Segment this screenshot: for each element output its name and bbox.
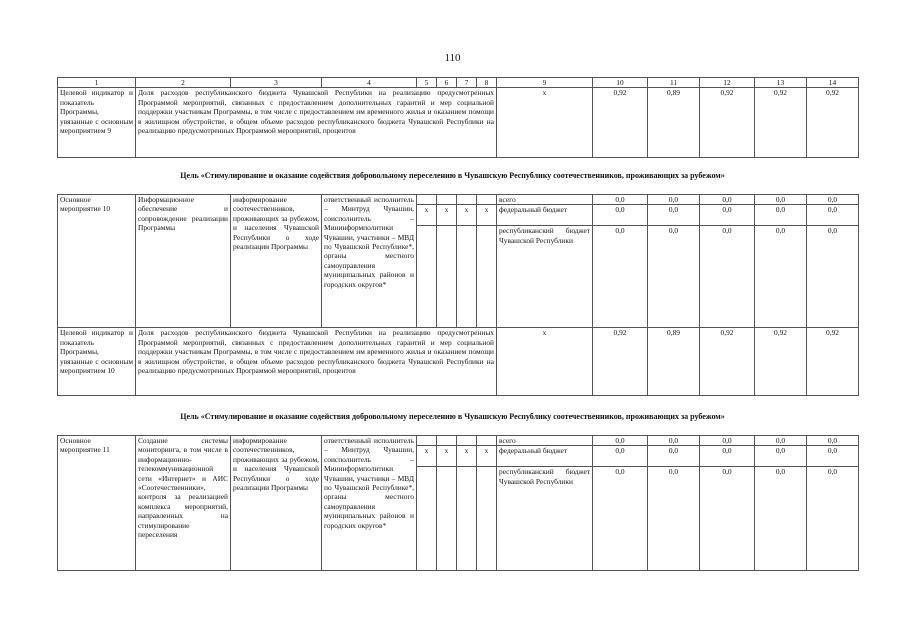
event-11-x7: x [457,446,477,467]
indicator-10-description: Доля расходов республиканского бюджета Чувашской Республики на реализацию предусмотренных Программой мероприятий, связанных с предоставлением дополнительных гарантий и мер социальной поддержки участникам Программы, в том числе с предоставлением им временного жилья и оказанием помощи в жилищном обустройстве, в общем объеме расходов республиканского бюджета Чувашской Республики на реализацию предусмотренных Программой мероприятий, процентов [136,328,497,396]
event-10-name: Информационное обеспечение и сопровождение реализации Программы [136,195,231,328]
event-10-row-all [58,195,859,205]
event-10-all-5: 0,0 [807,195,859,205]
header-col-4: 4 [322,78,417,88]
header-row [58,78,859,88]
event-11-fed-2: 0,0 [648,446,700,467]
header-col-8: 8 [477,78,497,88]
indicator-10-val-2: 0,89 [648,328,700,396]
event-11-executors: ответственный исполнитель – Минтруд Чувашии, соисполнитель – Мининформполитики Чувашии, участники – МВД по Чувашской Республике*, органы местного самоуправления муниципальных районов и городских округов* [322,436,417,571]
event-11-all-3: 0,0 [700,436,755,446]
event-11-x6: x [437,446,457,467]
event-10-rep-1: 0,0 [593,226,648,328]
event-11-source-fed: федеральный бюджет [497,446,593,467]
header-col-9: 9 [497,78,593,88]
event-10-x5: x [417,205,437,226]
event-10-rep-4: 0,0 [755,226,807,328]
event-11-all-4: 0,0 [755,436,807,446]
indicator-9-val-1: 0,92 [593,88,648,158]
header-col-3: 3 [231,78,322,88]
header-col-14: 14 [807,78,859,88]
header-col-11: 11 [648,78,700,88]
event-11-all-1: 0,0 [593,436,648,446]
header-col-6: 6 [437,78,457,88]
indicator-9-val-5: 0,92 [807,88,859,158]
event-10-all-2: 0,0 [648,195,700,205]
event-10-all-1: 0,0 [593,195,648,205]
table-event-11 [57,435,859,571]
header-col-13: 13 [755,78,807,88]
indicator-10-val-5: 0,92 [807,328,859,396]
event-10-fed-1: 0,0 [593,205,648,226]
indicator-9-source: x [497,88,593,158]
event-11-rep-3: 0,0 [700,467,755,571]
event-11-label: Основное мероприятие 11 [58,436,136,571]
header-col-10: 10 [593,78,648,88]
event-11-rep-2: 0,0 [648,467,700,571]
indicator-9-label: Целевой индикатор и показатель Программы, увязанные с основным мероприятием 9 [58,88,136,158]
event-11-source-rep: республиканский бюджет Чувашской Республики [497,467,593,571]
header-col-1: 1 [58,78,136,88]
event-10-x8: x [477,205,497,226]
event-11-x5: x [417,446,437,467]
event-11-fed-5: 0,0 [807,446,859,467]
indicator-9-val-3: 0,92 [700,88,755,158]
event-10-fed-5: 0,0 [807,205,859,226]
event-10-x7: x [457,205,477,226]
event-11-fed-4: 0,0 [755,446,807,467]
event-10-all-3: 0,0 [700,195,755,205]
indicator-10-val-1: 0,92 [593,328,648,396]
event-10-result: информирование соотечественников, проживающих за рубежом, и населения Чувашской Республики о ходе реализации Программы [231,195,322,328]
event-11-x8: x [477,446,497,467]
event-10-executors: ответственный исполнитель – Минтруд Чувашии, соисполнитель – Мининформполитики Чувашии, участники – МВД по Чувашской Республике*, органы местного самоуправления муниципальных районов и городских округов* [322,195,417,328]
indicator-10-val-3: 0,92 [700,328,755,396]
goal-heading-1: Цель «Стимулирование и оказание содействия добровольному переселению в Чувашскую Республику соотечественников, проживающих за рубежом» [180,171,725,180]
header-col-2: 2 [136,78,231,88]
event-11-fed-3: 0,0 [700,446,755,467]
event-10-source-fed: федеральный бюджет [497,205,593,226]
header-col-12: 12 [700,78,755,88]
event-11-rep-1: 0,0 [593,467,648,571]
event-10-rep-2: 0,0 [648,226,700,328]
indicator-9-row [58,88,859,158]
event-10-all-4: 0,0 [755,195,807,205]
table-event-10 [57,194,859,396]
event-10-rep-5: 0,0 [807,226,859,328]
goal-heading-2: Цель «Стимулирование и оказание содействия добровольному переселению в Чувашскую Республику соотечественников, проживающих за рубежом» [180,412,725,421]
header-col-5: 5 [417,78,437,88]
indicator-10-label: Целевой индикатор и показатель Программы, увязанные с основным мероприятием 10 [58,328,136,396]
event-11-fed-1: 0,0 [593,446,648,467]
event-11-rep-5: 0,0 [807,467,859,571]
event-10-fed-4: 0,0 [755,205,807,226]
event-11-name: Создание системы мониторинга, в том числе в информационно-телекоммуникационной сети «Интернет» и АИС «Соотечественники», контроля за реализацией комплекса мероприятий, направленных на стимулирование переселения [136,436,231,571]
event-11-rep-4: 0,0 [755,467,807,571]
indicator-9-val-4: 0,92 [755,88,807,158]
indicator-9-val-2: 0,89 [648,88,700,158]
header-col-7: 7 [457,78,477,88]
indicator-10-val-4: 0,92 [755,328,807,396]
indicator-10-row [58,328,859,396]
event-10-source-all: всего [497,195,593,205]
table-indicator-9 [57,77,859,158]
indicator-10-source: x [497,328,593,396]
event-10-source-rep: республиканский бюджет Чувашской Республики [497,226,593,328]
event-10-fed-3: 0,0 [700,205,755,226]
event-10-fed-2: 0,0 [648,205,700,226]
event-11-source-all: всего [497,436,593,446]
event-10-rep-3: 0,0 [700,226,755,328]
event-11-all-2: 0,0 [648,436,700,446]
event-11-row-all [58,436,859,446]
event-10-x6: x [437,205,457,226]
page-number: 110 [444,52,461,64]
event-11-all-5: 0,0 [807,436,859,446]
indicator-9-description: Доля расходов республиканского бюджета Чувашской Республики на реализацию предусмотренных Программой мероприятий, связанных с предоставлением дополнительных гарантий и мер социальной поддержки участникам Программы, в том числе с предоставлением им временного жилья и оказанием помощи в жилищном обустройстве, в общем объеме расходов республиканского бюджета Чувашской Республики на реализацию предусмотренных Программой мероприятий, процентов [136,88,497,158]
event-11-result: информирование соотечественников, проживающих за рубежом, и населения Чувашской Республики о ходе реализации Программы [231,436,322,571]
event-10-label: Основное мероприятие 10 [58,195,136,328]
